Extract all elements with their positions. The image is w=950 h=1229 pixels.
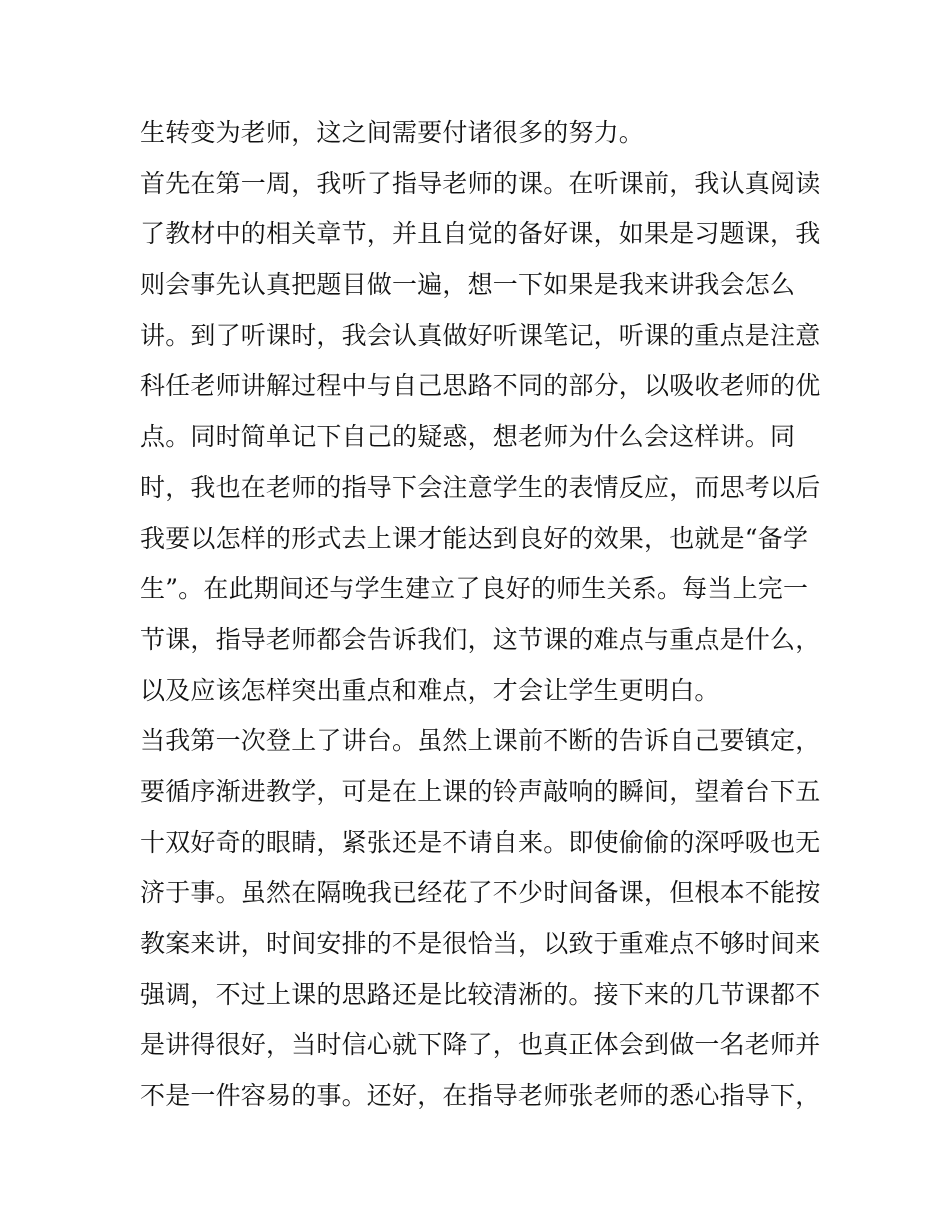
text-line: 不是一件容易的事。还好，在指导老师张老师的悉心指导下， bbox=[140, 1081, 821, 1111]
text-line: 强调，不过上课的思路还是比较清淅的。接下来的几节课都不 bbox=[140, 979, 821, 1009]
text-line: 是讲得很好，当时信心就下降了，也真正体会到做一名老师并 bbox=[140, 1030, 821, 1060]
document-body bbox=[140, 108, 820, 1122]
text-line: 生”。在此期间还与学生建立了良好的师生关系。每当上完一 bbox=[140, 574, 809, 604]
text-line: 以及应该怎样突出重点和难点，才会让学生更明白。 bbox=[140, 675, 720, 705]
text-line: 济于事。虽然在隔晚我已经花了不少时间备课，但根本不能按 bbox=[140, 878, 821, 908]
text-line: 科任老师讲解过程中与自己思路不同的部分，以吸收老师的优 bbox=[140, 371, 821, 401]
text-line: 点。同时简单记下自己的疑惑，想老师为什么会这样讲。同 bbox=[140, 422, 796, 452]
text-line: 首先在第一周，我听了指导老师的课。在听课前，我认真阅读 bbox=[140, 168, 821, 198]
text-line: 节课，指导老师都会告诉我们，这节课的难点与重点是什么， bbox=[140, 624, 821, 654]
text-line: 当我第一次登上了讲台。虽然上课前不断的告诉自己要镇定， bbox=[140, 726, 821, 756]
text-line: 十双好奇的眼睛，紧张还是不请自来。即使偷偷的深呼吸也无 bbox=[140, 827, 821, 857]
text-line: 则会事先认真把题目做一遍，想一下如果是我来讲我会怎么 bbox=[140, 270, 796, 300]
text-line: 我要以怎样的形式去上课才能达到良好的效果，也就是“备学 bbox=[140, 523, 809, 553]
text-line: 了教材中的相关章节，并且自觉的备好课，如果是习题课，我 bbox=[140, 219, 821, 249]
text-line: 要循序渐进教学，可是在上课的铃声敲响的瞬间，望着台下五 bbox=[140, 776, 821, 806]
text-line: 时，我也在老师的指导下会注意学生的表情反应，而思考以后 bbox=[140, 472, 821, 502]
text-line: 生转变为老师，这之间需要付诸很多的努力。 bbox=[140, 118, 645, 147]
text-line: 讲。到了听课时，我会认真做好听课笔记，听课的重点是注意 bbox=[140, 320, 821, 350]
text-line: 教案来讲，时间安排的不是很恰当，以致于重难点不够时间来 bbox=[140, 929, 821, 958]
